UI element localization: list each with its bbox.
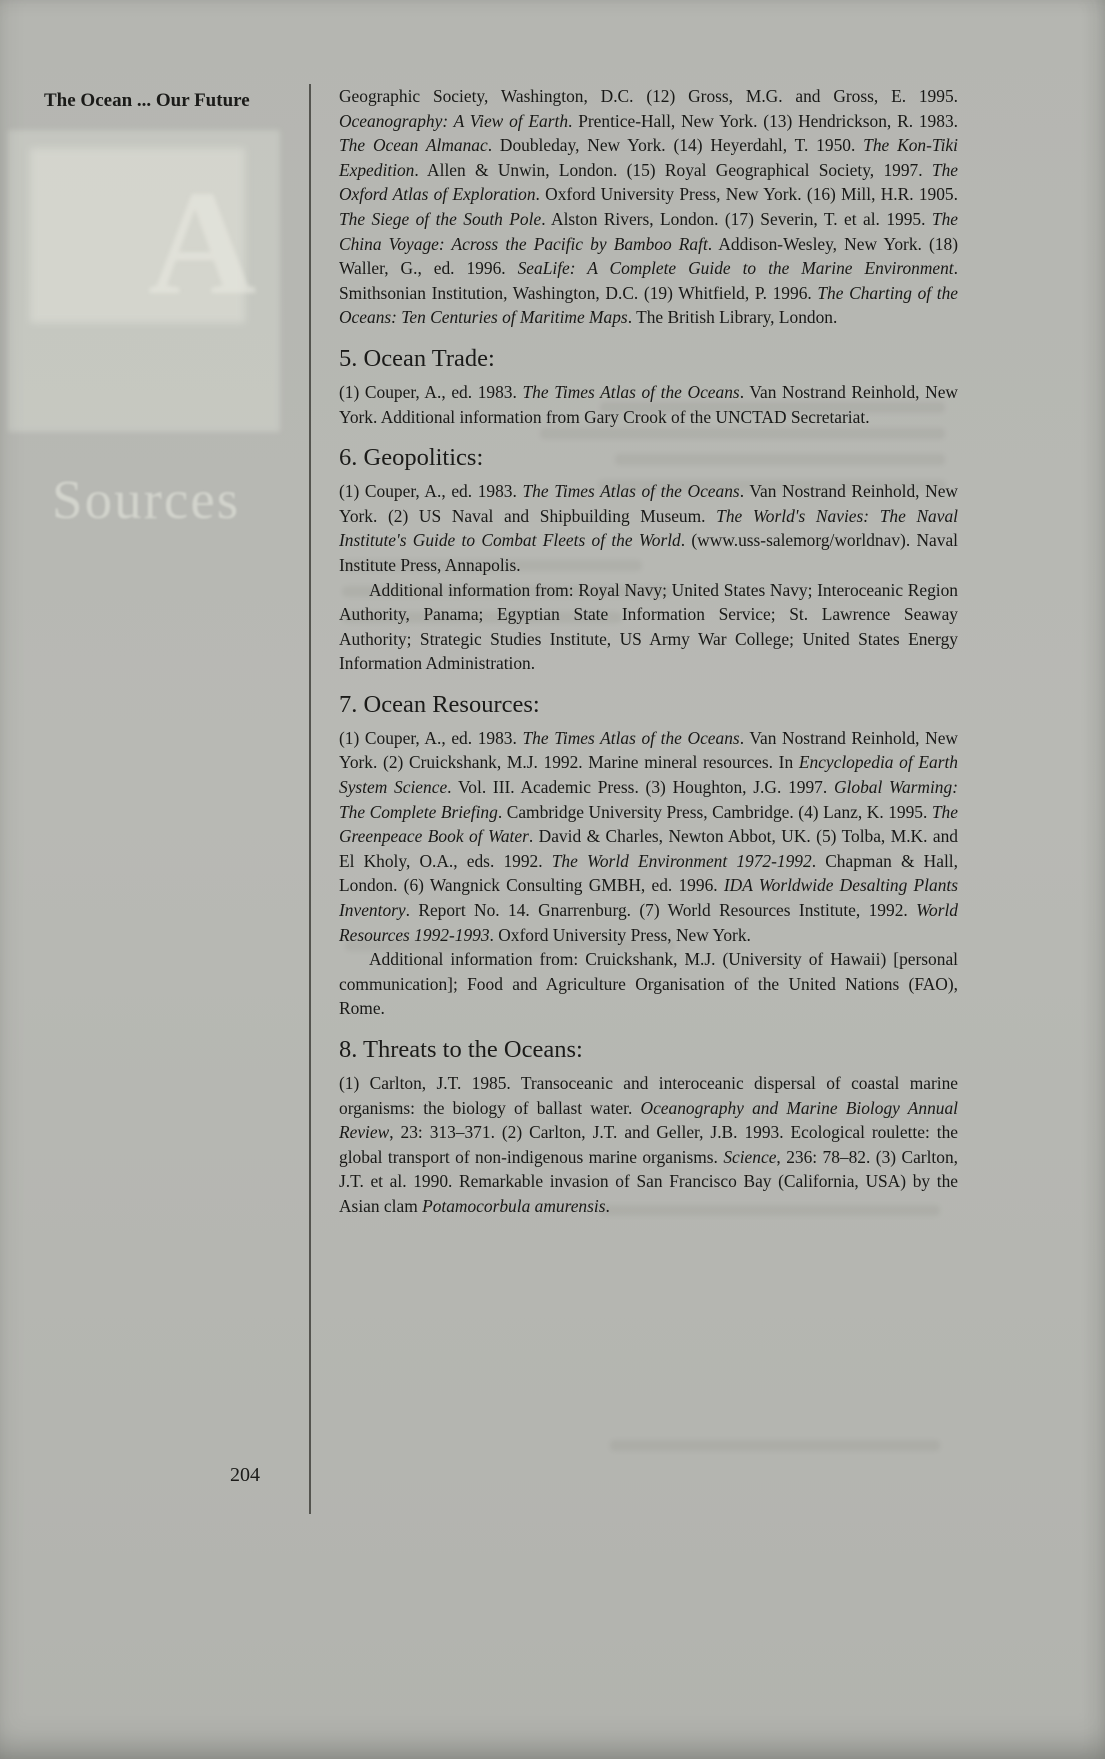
column-divider-rule bbox=[309, 84, 311, 1514]
section-heading: 5. Ocean Trade: bbox=[339, 344, 495, 372]
paragraph: Geographic Society, Washington, D.C. (12) Gross, M.G. and Gross, E. 1995. Oceanography: A View of Earth. Prentice-Hall, New York. (13) Hendrickson, R. 1983. The Ocean Almanac. Doubleday, New York. (14) Heyerdahl, T. 1950. The Kon-Tiki Expedition. Allen & Unwin, London. (15) Royal Geographical Society, 1997. The Oxford Atlas of Exploration. Oxford University Press, New York. (16) Mill, H.R. 1905. The Siege of the South Pole. Alston Rivers, London. (17) Severin, T. et al. 1995. The China Voyage: Across the Pacific by Bamboo Raft. Addison-Wesley, New York. (18) Waller, G., ed. 1996. SeaLife: A Complete Guide to the Marine Environment. Smithsonian Institution, Washington, D.C. (19) Whitfield, P. 1996. The Charting of the Oceans: Ten Centuries of Maritime Maps. The British Library, London. bbox=[339, 86, 958, 328]
section-heading: 6. Geopolitics: bbox=[339, 444, 484, 472]
running-header: The Ocean ... Our Future bbox=[44, 90, 250, 111]
paragraph: (1) Couper, A., ed. 1983. The Times Atlas of the Oceans. Van Nostrand Reinhold, New York. (2) Cruickshank, M.J. 1992. Marine mineral resources. In Encyclopedia of Earth System Science. Vol. III. Academic Press. (3) Houghton, J.G. 1997. Global Warming: The Complete Briefing. Cambridge University Press, Cambridge. (4) Lanz, K. 1995. The Greenpeace Book of Water. David & Charles, Newton Abbot, UK. (5) Tolba, M.K. and El Kholy, O.A., eds. 1992. The World Environment 1972-1992. Chapman & Hall, London. (6) Wangnick Consulting GMBH, ed. 1996. IDA Worldwide Desalting Plants Inventory. Report No. 14. Gnarrenburg. (7) World Resources Institute, 1992. World Resources 1992-1993. Oxford University Press, New York. bbox=[339, 727, 958, 945]
paragraph: (1) Carlton, J.T. 1985. Transoceanic and interoceanic dispersal of coastal marine organisms: the biology of ballast water. Oceanography and Marine Biology Annual Review, 23: 313–371. (2) Carlton, J.T. and Geller, J.B. 1993. Ecological roulette: the global transport of non-indigenous marine organisms. Science, 236: 78–82. (3) Carlton, J.T. et al. 1990. Remarkable invasion of San Francisco Bay (California, USA) by the Asian clam Potamocorbula amurensis. bbox=[339, 1073, 958, 1216]
section-heading: 8. Threats to the Oceans: bbox=[339, 1036, 583, 1063]
page-number: 204 bbox=[230, 1464, 260, 1486]
section-heading: 7. Ocean Resources: bbox=[339, 690, 540, 718]
text-column bbox=[339, 84, 958, 1219]
bleedthrough-sources-text: Sources bbox=[52, 469, 241, 530]
paragraph: (1) Couper, A., ed. 1983. The Times Atlas of the Oceans. Van Nostrand Reinhold, New York. (2) US Naval and Shipbuilding Museum. The World's Navies: The Naval Institute's Guide to Combat Fleets of the World. (www.uss-salemorg/worldnav). Naval Institute Press, Annapolis. bbox=[339, 481, 958, 575]
bleedthrough-annex-letter: A bbox=[148, 160, 257, 326]
paragraph: (1) Couper, A., ed. 1983. The Times Atlas of the Oceans. Van Nostrand Reinhold, New York. Additional information from Gary Crook of the UNCTAD Secretariat. bbox=[339, 381, 958, 427]
paragraph: Additional information from: Royal Navy; United States Navy; Interoceanic Region Authority, Panama; Egyptian State Information Service; St. Lawrence Seaway Authority; Strategic Studies Institute, US Army War College; United States Energy Information Administration. bbox=[339, 579, 958, 674]
paragraph: Additional information from: Cruickshank, M.J. (University of Hawaii) [personal communication]; Food and Agriculture Organisation of the United Nations (FAO), Rome. bbox=[339, 949, 958, 1019]
bleedthrough-artifact bbox=[610, 1440, 940, 1451]
